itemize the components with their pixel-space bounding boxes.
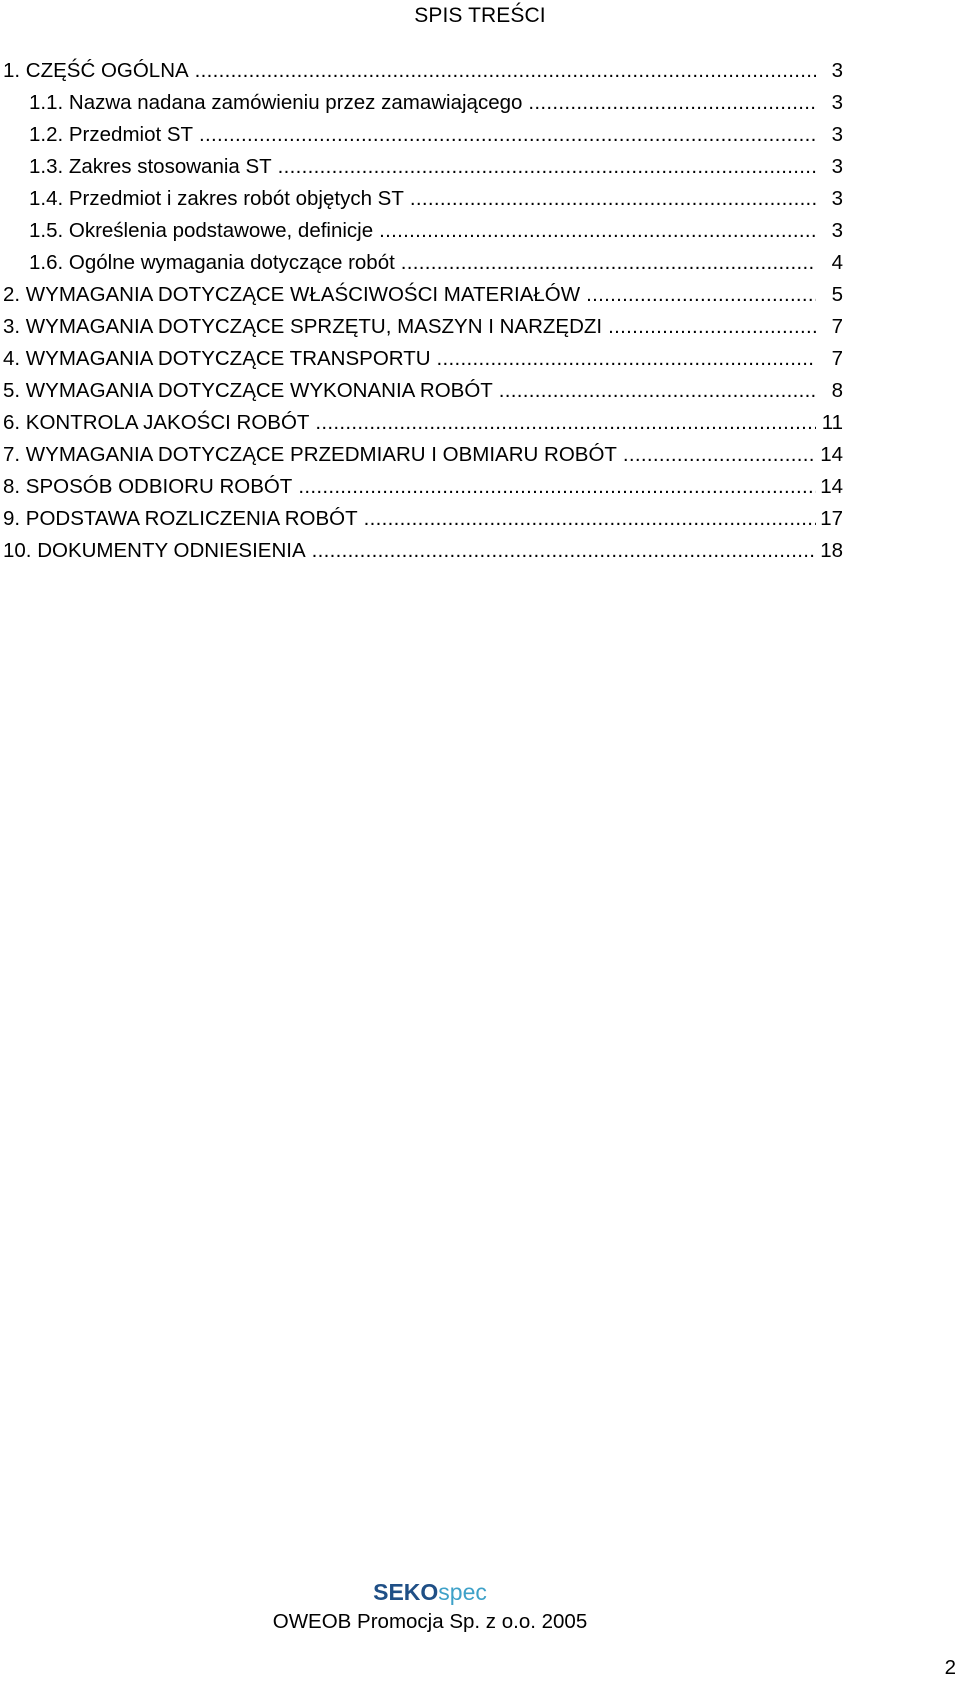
toc-entry-page: 17 [820, 507, 843, 530]
toc-entry-title: 7. WYMAGANIA DOTYCZĄCE PRZEDMIARU I OBMIARU ROBÓT ..... [3, 439, 816, 471]
table-of-contents [0, 55, 960, 567]
toc-entry-title: 5. WYMAGANIA DOTYCZĄCE WYKONANIA ROBÓT ..... [3, 375, 816, 407]
toc-entry-page: 14 [820, 443, 843, 466]
page-title: SPIS TREŚCI [414, 4, 546, 27]
toc-entry-title: 10. DOKUMENTY ODNIESIENIA ..... [3, 535, 816, 567]
toc-entry-page: 7 [831, 347, 843, 370]
page-number: 2 [944, 1656, 956, 1679]
toc-entry[interactable] [0, 119, 960, 151]
toc-entry-title: 4. WYMAGANIA DOTYCZĄCE TRANSPORTU ..... [3, 343, 816, 375]
logo-seko-text: SEKO [373, 1579, 439, 1605]
toc-entry[interactable] [0, 279, 960, 311]
toc-entry[interactable] [0, 535, 960, 567]
toc-entry-page: 3 [831, 187, 843, 210]
toc-entry[interactable] [0, 503, 960, 535]
toc-entry-page: 3 [831, 59, 843, 82]
toc-entry-title: 6. KONTROLA JAKOŚCI ROBÓT ..... [3, 407, 816, 439]
toc-entry-page: 4 [831, 251, 843, 274]
toc-entry-title: 1.1. Nazwa nadana zamówieniu przez zamawiającego ..... [29, 87, 816, 119]
toc-entry[interactable] [0, 87, 960, 119]
toc-entry-page: 14 [820, 475, 843, 498]
toc-entry-title: 8. SPOSÓB ODBIORU ROBÓT ..... [3, 471, 816, 503]
toc-entry-page: 18 [820, 539, 843, 562]
toc-entry-title: 1. CZĘŚĆ OGÓLNA ..... [3, 55, 816, 87]
toc-entry-title: 1.5. Określenia podstawowe, definicje ..... [29, 215, 816, 247]
toc-entry-title: 2. WYMAGANIA DOTYCZĄCE WŁAŚCIWOŚCI MATERIAŁÓW ..... [3, 279, 816, 311]
toc-entry-title: 1.2. Przedmiot ST ..... [29, 119, 816, 151]
toc-entry[interactable] [0, 183, 960, 215]
toc-entry[interactable] [0, 215, 960, 247]
toc-entry-title: 9. PODSTAWA ROZLICZENIA ROBÓT ..... [3, 503, 816, 535]
toc-entry[interactable] [0, 55, 960, 87]
toc-entry[interactable] [0, 247, 960, 279]
toc-entry-title: 3. WYMAGANIA DOTYCZĄCE SPRZĘTU, MASZYN I NARZĘDZI ..... [3, 311, 816, 343]
toc-entry[interactable] [0, 375, 960, 407]
toc-entry-page: 3 [831, 123, 843, 146]
toc-entry-page: 3 [831, 91, 843, 114]
toc-entry-page: 5 [831, 283, 843, 306]
footer-company: OWEOB Promocja Sp. z o.o. 2005 [272, 1610, 588, 1633]
toc-entry-page: 7 [831, 315, 843, 338]
toc-entry-page: 11 [821, 411, 843, 434]
toc-entry[interactable] [0, 407, 960, 439]
sekospec-logo [0, 1578, 860, 1606]
toc-entry[interactable] [0, 343, 960, 375]
toc-entry-title: 1.6. Ogólne wymagania dotyczące robót ..... [29, 247, 816, 279]
toc-entry-title: 1.3. Zakres stosowania ST ..... [29, 151, 816, 183]
toc-entry-page: 8 [831, 379, 843, 402]
toc-entry-page: 3 [831, 155, 843, 178]
toc-entry-title: 1.4. Przedmiot i zakres robót objętych ST ..... [29, 183, 816, 215]
toc-entry[interactable] [0, 151, 960, 183]
toc-entry[interactable] [0, 439, 960, 471]
toc-entry-page: 3 [831, 219, 843, 242]
logo-spec-text: spec [438, 1579, 487, 1605]
toc-entry[interactable] [0, 471, 960, 503]
toc-entry[interactable] [0, 311, 960, 343]
